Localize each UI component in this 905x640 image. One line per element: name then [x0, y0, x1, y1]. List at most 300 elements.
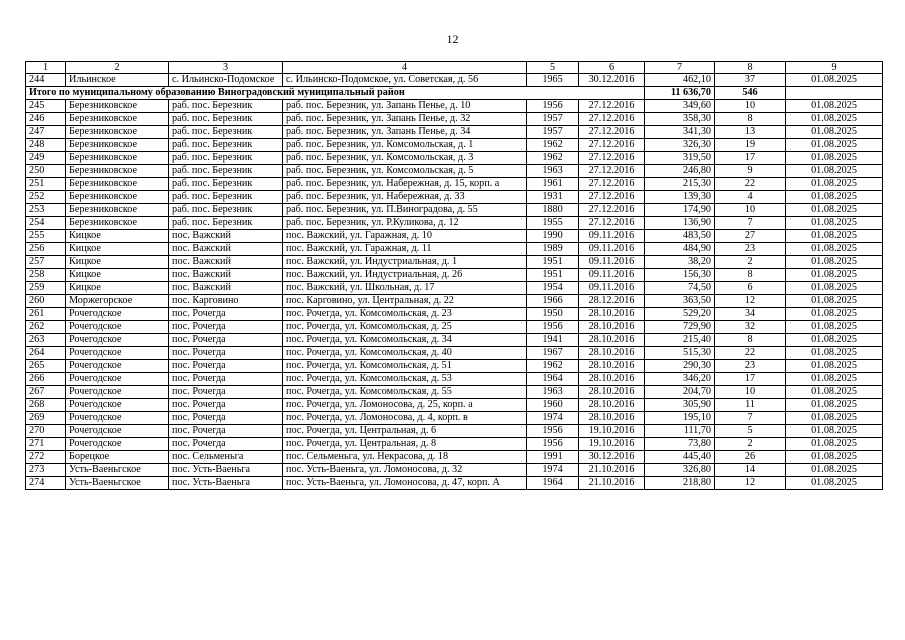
deadline-cell: 01.08.2025: [786, 451, 883, 464]
date-cell: 28.10.2016: [579, 334, 645, 347]
deadline-cell: 01.08.2025: [786, 126, 883, 139]
municipality-cell: Рочегодское: [66, 360, 169, 373]
address-cell: пос. Важский, ул. Гаражная, д. 10: [283, 230, 527, 243]
deadline-cell: 01.08.2025: [786, 334, 883, 347]
residents-cell: 9: [715, 165, 786, 178]
row-number-cell: 246: [26, 113, 66, 126]
address-cell: пос. Рочегда, ул. Комсомольская, д. 55: [283, 386, 527, 399]
residents-cell: 13: [715, 126, 786, 139]
municipality-cell: Березниковское: [66, 152, 169, 165]
settlement-cell: раб. пос. Березник: [169, 165, 283, 178]
residents-cell: 32: [715, 321, 786, 334]
settlement-cell: пос. Рочегда: [169, 347, 283, 360]
address-cell: раб. пос. Березник, ул. Комсомольская, д. 5: [283, 165, 527, 178]
table-row: [26, 243, 883, 256]
municipality-cell: Березниковское: [66, 204, 169, 217]
municipality-cell: Ильинское: [66, 74, 169, 87]
deadline-cell: 01.08.2025: [786, 230, 883, 243]
address-cell: раб. пос. Березник, ул. Комсомольская, д. 3: [283, 152, 527, 165]
municipality-cell: Рочегодское: [66, 347, 169, 360]
settlement-cell: раб. пос. Березник: [169, 217, 283, 230]
area-cell: 445,40: [645, 451, 715, 464]
year-cell: 1963: [527, 386, 579, 399]
year-cell: 1956: [527, 425, 579, 438]
year-cell: 1954: [527, 282, 579, 295]
row-number-cell: 258: [26, 269, 66, 282]
address-cell: пос. Рочегда, ул. Комсомольская, д. 51: [283, 360, 527, 373]
year-cell: 1956: [527, 100, 579, 113]
deadline-cell: 01.08.2025: [786, 165, 883, 178]
date-cell: 09.11.2016: [579, 243, 645, 256]
year-cell: 1963: [527, 165, 579, 178]
area-cell: 305,90: [645, 399, 715, 412]
date-cell: 28.10.2016: [579, 360, 645, 373]
residents-cell: 14: [715, 464, 786, 477]
settlement-cell: пос. Рочегда: [169, 373, 283, 386]
row-number-cell: 266: [26, 373, 66, 386]
area-cell: 346,20: [645, 373, 715, 386]
address-cell: раб. пос. Березник, ул. Набережная, д. 15, корп. а: [283, 178, 527, 191]
table-row: [26, 282, 883, 295]
table-row: [26, 412, 883, 425]
address-cell: пос. Усть-Ваеньга, ул. Ломоносова, д. 32: [283, 464, 527, 477]
year-cell: 1957: [527, 113, 579, 126]
deadline-cell: 01.08.2025: [786, 269, 883, 282]
column-number: 4: [283, 62, 527, 74]
year-cell: 1956: [527, 438, 579, 451]
table-row: [26, 230, 883, 243]
year-cell: 1962: [527, 152, 579, 165]
date-cell: 28.12.2016: [579, 295, 645, 308]
municipality-cell: Березниковское: [66, 139, 169, 152]
deadline-cell: 01.08.2025: [786, 256, 883, 269]
table-row: [26, 386, 883, 399]
settlement-cell: пос. Рочегда: [169, 321, 283, 334]
date-cell: 28.10.2016: [579, 347, 645, 360]
residents-cell: 5: [715, 425, 786, 438]
table-row: [26, 347, 883, 360]
deadline-cell: 01.08.2025: [786, 100, 883, 113]
column-number: 8: [715, 62, 786, 74]
settlement-cell: пос. Рочегда: [169, 438, 283, 451]
row-number-cell: 245: [26, 100, 66, 113]
settlement-cell: пос. Рочегда: [169, 412, 283, 425]
row-number-cell: 251: [26, 178, 66, 191]
area-cell: 529,20: [645, 308, 715, 321]
residents-cell: 22: [715, 347, 786, 360]
area-cell: 462,10: [645, 74, 715, 87]
settlement-cell: пос. Важский: [169, 269, 283, 282]
area-cell: 218,80: [645, 477, 715, 490]
area-cell: 729,90: [645, 321, 715, 334]
residents-cell: 17: [715, 373, 786, 386]
residents-cell: 8: [715, 269, 786, 282]
municipality-cell: Кицкое: [66, 243, 169, 256]
settlement-cell: раб. пос. Березник: [169, 113, 283, 126]
deadline-cell: 01.08.2025: [786, 464, 883, 477]
column-number: 5: [527, 62, 579, 74]
municipality-cell: Березниковское: [66, 178, 169, 191]
deadline-cell: 01.08.2025: [786, 477, 883, 490]
settlement-cell: с. Ильинско-Подомское: [169, 74, 283, 87]
residents-cell: 4: [715, 191, 786, 204]
municipality-cell: Рочегодское: [66, 308, 169, 321]
residents-cell: 6: [715, 282, 786, 295]
area-cell: 290,30: [645, 360, 715, 373]
year-cell: 1960: [527, 399, 579, 412]
date-cell: 27.12.2016: [579, 113, 645, 126]
row-number-cell: 269: [26, 412, 66, 425]
date-cell: 19.10.2016: [579, 438, 645, 451]
area-cell: 215,30: [645, 178, 715, 191]
residents-cell: 27: [715, 230, 786, 243]
table-row: [26, 113, 883, 126]
year-cell: 1974: [527, 464, 579, 477]
table-row: [26, 204, 883, 217]
address-cell: раб. пос. Березник, ул. Комсомольская, д. 1: [283, 139, 527, 152]
row-number-cell: 257: [26, 256, 66, 269]
row-number-cell: 253: [26, 204, 66, 217]
area-cell: 484,90: [645, 243, 715, 256]
row-number-cell: 270: [26, 425, 66, 438]
row-number-cell: 262: [26, 321, 66, 334]
date-cell: 27.12.2016: [579, 139, 645, 152]
address-cell: пос. Рочегда, ул. Ломоносова, д. 4, корп. в: [283, 412, 527, 425]
municipality-cell: Моржегорское: [66, 295, 169, 308]
area-cell: 139,30: [645, 191, 715, 204]
residents-cell: 26: [715, 451, 786, 464]
area-cell: 111,70: [645, 425, 715, 438]
deadline-cell: 01.08.2025: [786, 282, 883, 295]
settlement-cell: раб. пос. Березник: [169, 139, 283, 152]
deadline-cell: 01.08.2025: [786, 204, 883, 217]
year-cell: 1956: [527, 321, 579, 334]
settlement-cell: раб. пос. Березник: [169, 100, 283, 113]
column-number: 6: [579, 62, 645, 74]
date-cell: 30.12.2016: [579, 74, 645, 87]
row-number-cell: 252: [26, 191, 66, 204]
area-cell: 74,50: [645, 282, 715, 295]
column-number: 9: [786, 62, 883, 74]
area-cell: 136,90: [645, 217, 715, 230]
deadline-cell: 01.08.2025: [786, 373, 883, 386]
address-cell: раб. пос. Березник, ул. П.Виноградова, д. 55: [283, 204, 527, 217]
municipality-cell: Рочегодское: [66, 438, 169, 451]
year-cell: 1950: [527, 308, 579, 321]
column-number-row: [26, 62, 883, 74]
settlement-cell: пос. Рочегда: [169, 399, 283, 412]
address-cell: раб. пос. Березник, ул. Запань Пенье, д. 32: [283, 113, 527, 126]
deadline-cell: 01.08.2025: [786, 178, 883, 191]
year-cell: 1955: [527, 217, 579, 230]
residents-cell: 10: [715, 386, 786, 399]
date-cell: 27.12.2016: [579, 191, 645, 204]
total-empty-cell: [786, 87, 883, 100]
municipality-cell: Рочегодское: [66, 425, 169, 438]
deadline-cell: 01.08.2025: [786, 295, 883, 308]
row-number-cell: 256: [26, 243, 66, 256]
date-cell: 09.11.2016: [579, 256, 645, 269]
municipality-cell: Березниковское: [66, 191, 169, 204]
row-number-cell: 271: [26, 438, 66, 451]
date-cell: 27.12.2016: [579, 152, 645, 165]
residents-cell: 11: [715, 399, 786, 412]
area-cell: 483,50: [645, 230, 715, 243]
deadline-cell: 01.08.2025: [786, 74, 883, 87]
area-cell: 156,30: [645, 269, 715, 282]
settlement-cell: раб. пос. Березник: [169, 126, 283, 139]
settlement-cell: пос. Рочегда: [169, 425, 283, 438]
municipality-cell: Рочегодское: [66, 386, 169, 399]
residents-cell: 22: [715, 178, 786, 191]
settlement-cell: пос. Сельменьга: [169, 451, 283, 464]
address-cell: пос. Рочегда, ул. Ломоносова, д. 25, корп. а: [283, 399, 527, 412]
housing-table: [25, 61, 883, 490]
date-cell: 27.12.2016: [579, 204, 645, 217]
deadline-cell: 01.08.2025: [786, 347, 883, 360]
row-number-cell: 264: [26, 347, 66, 360]
deadline-cell: 01.08.2025: [786, 152, 883, 165]
residents-cell: 2: [715, 438, 786, 451]
residents-cell: 34: [715, 308, 786, 321]
year-cell: 1964: [527, 477, 579, 490]
year-cell: 1991: [527, 451, 579, 464]
year-cell: 1964: [527, 373, 579, 386]
column-number: 2: [66, 62, 169, 74]
deadline-cell: 01.08.2025: [786, 360, 883, 373]
year-cell: 1880: [527, 204, 579, 217]
address-cell: пос. Важский, ул. Индустриальная, д. 26: [283, 269, 527, 282]
settlement-cell: раб. пос. Березник: [169, 178, 283, 191]
residents-cell: 23: [715, 360, 786, 373]
table-row: [26, 139, 883, 152]
residents-cell: 12: [715, 295, 786, 308]
residents-cell: 7: [715, 217, 786, 230]
address-cell: пос. Рочегда, ул. Комсомольская, д. 40: [283, 347, 527, 360]
table-row: [26, 269, 883, 282]
settlement-cell: раб. пос. Березник: [169, 152, 283, 165]
year-cell: 1941: [527, 334, 579, 347]
table-row: [26, 295, 883, 308]
table-row: [26, 256, 883, 269]
deadline-cell: 01.08.2025: [786, 113, 883, 126]
residents-cell: 10: [715, 204, 786, 217]
date-cell: 28.10.2016: [579, 399, 645, 412]
residents-cell: 2: [715, 256, 786, 269]
residents-cell: 19: [715, 139, 786, 152]
date-cell: 28.10.2016: [579, 373, 645, 386]
area-cell: 204,70: [645, 386, 715, 399]
settlement-cell: пос. Рочегда: [169, 386, 283, 399]
municipality-cell: Березниковское: [66, 100, 169, 113]
row-number-cell: 247: [26, 126, 66, 139]
area-cell: 341,30: [645, 126, 715, 139]
area-cell: 326,80: [645, 464, 715, 477]
table-body: [26, 62, 883, 490]
year-cell: 1951: [527, 269, 579, 282]
address-cell: пос. Рочегда, ул. Комсомольская, д. 34: [283, 334, 527, 347]
address-cell: раб. пос. Березник, ул. Запань Пенье, д. 34: [283, 126, 527, 139]
table-row: [26, 477, 883, 490]
municipality-cell: Усть-Ваеньгское: [66, 477, 169, 490]
table-row: [26, 425, 883, 438]
settlement-cell: пос. Важский: [169, 243, 283, 256]
table-row: [26, 178, 883, 191]
settlement-cell: пос. Рочегда: [169, 360, 283, 373]
address-cell: с. Ильинско-Подомское, ул. Советская, д. 56: [283, 74, 527, 87]
date-cell: 19.10.2016: [579, 425, 645, 438]
residents-cell: 8: [715, 334, 786, 347]
residents-cell: 12: [715, 477, 786, 490]
table-row: [26, 438, 883, 451]
address-cell: раб. пос. Березник, ул. Набережная, д. 33: [283, 191, 527, 204]
table-row: [26, 308, 883, 321]
residents-cell: 7: [715, 412, 786, 425]
date-cell: 28.10.2016: [579, 321, 645, 334]
year-cell: 1965: [527, 74, 579, 87]
address-cell: пос. Карговино, ул. Центральная, д. 22: [283, 295, 527, 308]
area-cell: 363,50: [645, 295, 715, 308]
deadline-cell: 01.08.2025: [786, 308, 883, 321]
municipality-cell: Кицкое: [66, 269, 169, 282]
area-cell: 358,30: [645, 113, 715, 126]
address-cell: пос. Сельменьга, ул. Некрасова, д. 18: [283, 451, 527, 464]
municipality-cell: Борецкое: [66, 451, 169, 464]
municipality-cell: Кицкое: [66, 282, 169, 295]
settlement-cell: пос. Усть-Ваеньга: [169, 464, 283, 477]
date-cell: 28.10.2016: [579, 412, 645, 425]
table-row: [26, 100, 883, 113]
settlement-cell: пос. Важский: [169, 256, 283, 269]
table-row: [26, 191, 883, 204]
area-cell: 195,10: [645, 412, 715, 425]
deadline-cell: 01.08.2025: [786, 438, 883, 451]
area-cell: 73,80: [645, 438, 715, 451]
total-row: [26, 87, 883, 100]
municipality-cell: Березниковское: [66, 165, 169, 178]
address-cell: пос. Важский, ул. Школьная, д. 17: [283, 282, 527, 295]
municipality-cell: Рочегодское: [66, 373, 169, 386]
address-cell: пос. Рочегда, ул. Центральная, д. 8: [283, 438, 527, 451]
date-cell: 09.11.2016: [579, 282, 645, 295]
row-number-cell: 261: [26, 308, 66, 321]
row-number-cell: 263: [26, 334, 66, 347]
address-cell: раб. пос. Березник, ул. Р.Куликова, д. 12: [283, 217, 527, 230]
address-cell: пос. Важский, ул. Индустриальная, д. 1: [283, 256, 527, 269]
deadline-cell: 01.08.2025: [786, 399, 883, 412]
date-cell: 21.10.2016: [579, 477, 645, 490]
total-area: 11 636,70: [645, 87, 715, 100]
settlement-cell: пос. Важский: [169, 282, 283, 295]
date-cell: 21.10.2016: [579, 464, 645, 477]
year-cell: 1962: [527, 360, 579, 373]
area-cell: 319,50: [645, 152, 715, 165]
table-row: [26, 334, 883, 347]
area-cell: 38,20: [645, 256, 715, 269]
date-cell: 27.12.2016: [579, 165, 645, 178]
address-cell: раб. пос. Березник, ул. Запань Пеньe, д. 10: [283, 100, 527, 113]
table-row: [26, 451, 883, 464]
address-cell: пос. Рочегда, ул. Комсомольская, д. 53: [283, 373, 527, 386]
address-cell: пос. Рочегда, ул. Комсомольская, д. 23: [283, 308, 527, 321]
row-number-cell: 248: [26, 139, 66, 152]
row-number-cell: 260: [26, 295, 66, 308]
municipality-cell: Рочегодское: [66, 334, 169, 347]
year-cell: 1931: [527, 191, 579, 204]
row-number-cell: 268: [26, 399, 66, 412]
date-cell: 27.12.2016: [579, 178, 645, 191]
year-cell: 1967: [527, 347, 579, 360]
deadline-cell: 01.08.2025: [786, 425, 883, 438]
deadline-cell: 01.08.2025: [786, 191, 883, 204]
municipality-cell: Кицкое: [66, 230, 169, 243]
table-row: [26, 152, 883, 165]
residents-cell: 8: [715, 113, 786, 126]
table-row: [26, 165, 883, 178]
municipality-cell: Рочегодское: [66, 321, 169, 334]
row-number-cell: 272: [26, 451, 66, 464]
column-number: 7: [645, 62, 715, 74]
row-number-cell: 273: [26, 464, 66, 477]
year-cell: 1974: [527, 412, 579, 425]
deadline-cell: 01.08.2025: [786, 412, 883, 425]
residents-cell: 23: [715, 243, 786, 256]
date-cell: 09.11.2016: [579, 230, 645, 243]
deadline-cell: 01.08.2025: [786, 139, 883, 152]
column-number: 1: [26, 62, 66, 74]
address-cell: пос. Рочегда, ул. Комсомольская, д. 25: [283, 321, 527, 334]
table-row: [26, 217, 883, 230]
municipality-cell: Березниковское: [66, 113, 169, 126]
settlement-cell: пос. Важский: [169, 230, 283, 243]
residents-cell: 37: [715, 74, 786, 87]
deadline-cell: 01.08.2025: [786, 243, 883, 256]
table-row: [26, 321, 883, 334]
year-cell: 1990: [527, 230, 579, 243]
municipality-cell: Кицкое: [66, 256, 169, 269]
table-row: [26, 126, 883, 139]
row-number-cell: 250: [26, 165, 66, 178]
area-cell: 326,30: [645, 139, 715, 152]
year-cell: 1951: [527, 256, 579, 269]
municipality-cell: Рочегодское: [66, 412, 169, 425]
row-number-cell: 255: [26, 230, 66, 243]
page-number: 12: [446, 32, 459, 46]
table-row: [26, 360, 883, 373]
deadline-cell: 01.08.2025: [786, 217, 883, 230]
table-row: [26, 373, 883, 386]
date-cell: 30.12.2016: [579, 451, 645, 464]
total-label: Итого по муниципальному образованию Виноградовский муниципальный район: [26, 87, 645, 100]
residents-cell: 17: [715, 152, 786, 165]
area-cell: 515,30: [645, 347, 715, 360]
settlement-cell: пос. Рочегда: [169, 308, 283, 321]
settlement-cell: пос. Рочегда: [169, 334, 283, 347]
date-cell: 27.12.2016: [579, 217, 645, 230]
municipality-cell: Березниковское: [66, 126, 169, 139]
deadline-cell: 01.08.2025: [786, 386, 883, 399]
municipality-cell: Рочегодское: [66, 399, 169, 412]
column-number: 3: [169, 62, 283, 74]
row-number-cell: 259: [26, 282, 66, 295]
year-cell: 1989: [527, 243, 579, 256]
date-cell: 09.11.2016: [579, 269, 645, 282]
year-cell: 1962: [527, 139, 579, 152]
table-row: [26, 464, 883, 477]
table-row: [26, 399, 883, 412]
row-number-cell: 274: [26, 477, 66, 490]
year-cell: 1961: [527, 178, 579, 191]
